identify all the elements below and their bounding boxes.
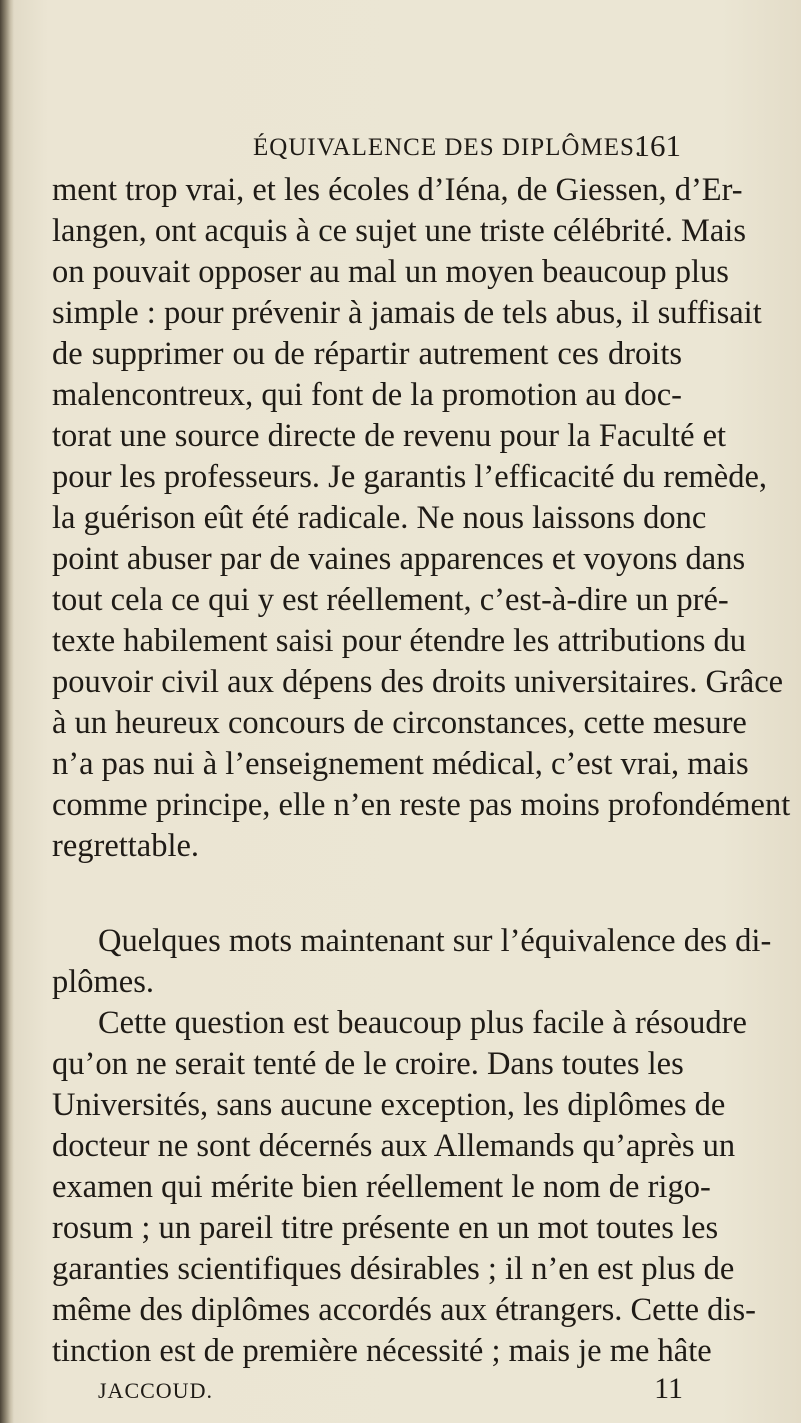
text-line: torat une source directe de revenu pour la Faculté et xyxy=(52,418,727,454)
text-line: qu’on ne serait tenté de le croire. Dans toutes les xyxy=(52,1046,684,1082)
text-line: de supprimer ou de répartir autrement ces droits xyxy=(52,336,682,372)
text-line: comme principe, elle n’en reste pas moins profondément xyxy=(52,787,791,823)
text-line: Cette question est beaucoup plus facile à résoudre xyxy=(98,1005,747,1041)
signature-number: 11 xyxy=(654,1372,683,1405)
text-line: ment trop vrai, et les écoles d’Iéna, de Giessen, d’Er- xyxy=(52,172,743,208)
text-line: regrettable. xyxy=(52,828,200,864)
running-head xyxy=(253,128,681,168)
text-line: Universités, sans aucune exception, les diplômes de xyxy=(52,1087,726,1123)
printer-signature: JACCOUD. xyxy=(98,1378,213,1403)
running-title: ÉQUIVALENCE DES DIPLÔMES. xyxy=(253,134,643,161)
text-line: plômes. xyxy=(52,964,155,1000)
page-number: 161 xyxy=(634,128,681,163)
text-line: docteur ne sont décernés aux Allemands qu’après un xyxy=(52,1128,736,1164)
text-line: examen qui mérite bien réellement le nom de rigo- xyxy=(52,1169,711,1205)
signature-line xyxy=(98,1372,683,1410)
text-line: pour les professeurs. Je garantis l’efficacité du remède, xyxy=(52,459,768,495)
text-line: rosum ; un pareil titre présente en un mot toutes les xyxy=(52,1210,719,1246)
text-line: Quelques mots maintenant sur l’équivalence des di- xyxy=(98,923,772,959)
text-line: tinction est de première nécessité ; mais je me hâte xyxy=(52,1333,712,1369)
text-line: tout cela ce qui y est réellement, c’est-à-dire un pré- xyxy=(52,582,729,618)
text-line: à un heureux concours de circonstances, cette mesure xyxy=(52,705,747,741)
text-line: texte habilement saisi pour étendre les attributions du xyxy=(52,623,747,659)
text-line: n’a pas nui à l’enseignement médical, c’est vrai, mais xyxy=(52,746,749,782)
binding-edge xyxy=(0,0,14,1423)
text-line: malencontreux, qui font de la promotion au doc- xyxy=(52,377,682,413)
text-line: même des diplômes accordés aux étrangers. Cette dis- xyxy=(52,1292,756,1328)
text-line: langen, ont acquis à ce sujet une triste célébrité. Mais xyxy=(52,213,746,249)
text-line: on pouvait opposer au mal un moyen beaucoup plus xyxy=(52,254,729,290)
text-line: pouvoir civil aux dépens des droits universitaires. Grâce xyxy=(52,664,784,700)
text-line: garanties scientifiques désirables ; il n’en est plus de xyxy=(52,1251,735,1287)
text-line: la guérison eût été radicale. Ne nous laissons donc xyxy=(52,500,707,536)
text-line: simple : pour prévenir à jamais de tels abus, il suffisait xyxy=(52,295,762,331)
text-line: point abuser par de vaines apparences et voyons dans xyxy=(52,541,746,577)
